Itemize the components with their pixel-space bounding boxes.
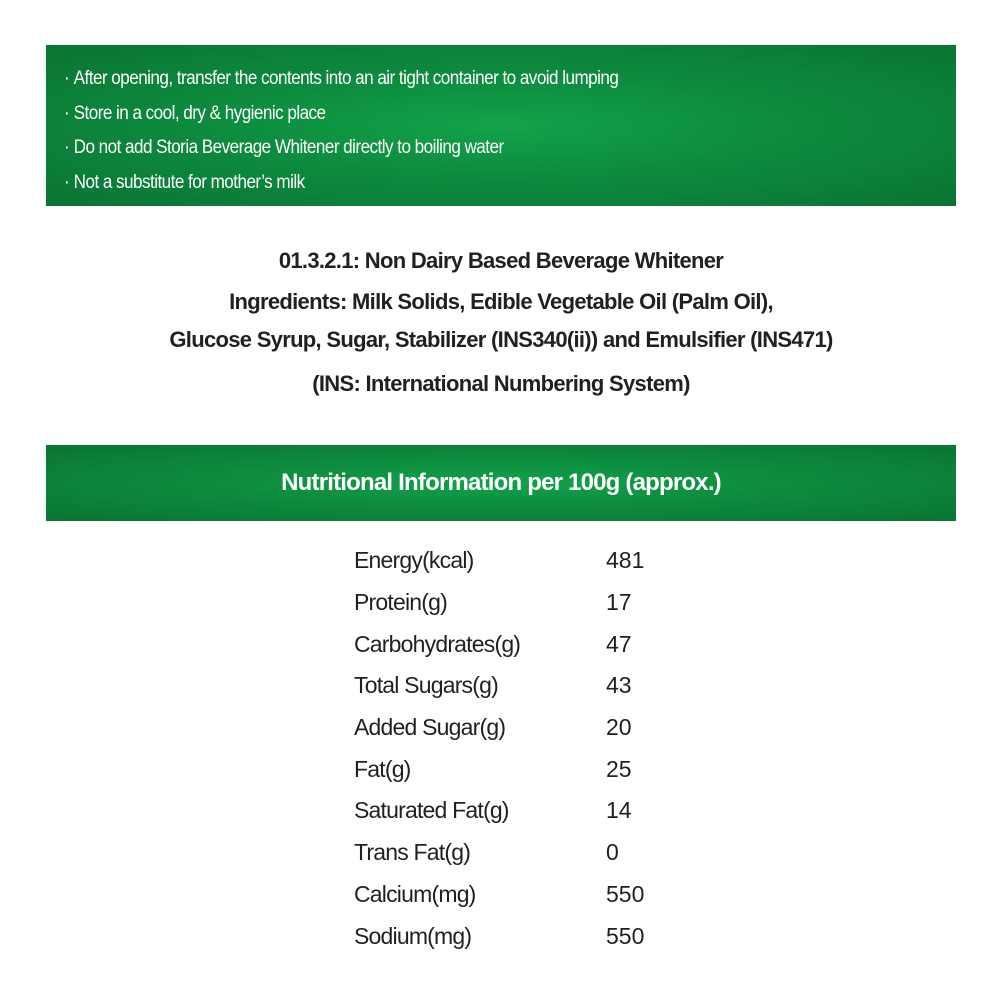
instructions-list [46,45,956,200]
table-row [354,623,726,665]
bullet-icon: · [64,171,70,193]
bullet-icon: · [64,68,70,89]
nutrient-name: Energy(kcal) [354,547,474,574]
nutrient-value: 481 [606,547,645,574]
nutrient-value: 14 [606,797,632,824]
nutrient-value: 550 [606,880,645,907]
nutrition-table [354,540,726,957]
nutrient-value: 550 [606,922,645,949]
instruction-text: Store in a cool, dry & hygienic place [73,102,326,124]
bullet-icon: · [64,137,70,158]
nutrient-name: Calcium(mg) [354,880,476,907]
ins-note: (INS: International Numbering System) [312,371,690,396]
instruction-item [64,97,867,132]
instruction-text: After opening, transfer the contents into an air tight container to avoid lumping [73,68,619,89]
table-row [354,874,726,916]
nutrient-name: Added Sugar(g) [354,714,506,741]
table-row [354,582,726,624]
nutrient-name: Carbohydrates(g) [354,630,521,657]
nutrient-name: Protein(g) [354,589,447,616]
table-row [354,748,726,790]
nutrient-value: 20 [606,714,632,741]
instruction-text: Not a substitute for mother’s milk [73,171,305,193]
table-row [354,790,726,832]
nutrient-name: Sodium(mg) [354,922,472,949]
ingredients-line-2: Glucose Syrup, Sugar, Stabilizer (INS340(ii)) and Emulsifier (INS471) [169,327,833,352]
product-category: 01.3.2.1: Non Dairy Based Beverage Whitener [278,248,724,273]
bullet-icon: · [64,102,70,124]
nutrition-title: Nutritional Information per 100g (approx.) [281,469,721,496]
table-row [354,915,726,957]
nutrient-value: 25 [606,755,632,782]
nutrient-value: 0 [606,839,619,866]
storage-instructions-banner [46,45,956,206]
nutrient-name: Total Sugars(g) [354,672,498,699]
instruction-item [64,131,867,166]
table-row [354,707,726,749]
nutrient-value: 47 [606,630,632,657]
nutrient-name: Saturated Fat(g) [354,797,509,824]
nutrition-header-banner [46,445,956,521]
nutrient-value: 17 [606,589,632,616]
table-row [354,665,726,707]
table-row [354,832,726,874]
instruction-text: Do not add Storia Beverage Whitener directly to boiling water [73,137,504,158]
instruction-item [64,166,867,201]
nutrient-name: Trans Fat(g) [354,839,471,866]
ingredients-line-1: Ingredients: Milk Solids, Edible Vegetable Oil (Palm Oil), [229,289,773,314]
table-row [354,540,726,582]
ingredients-block [46,283,956,359]
instruction-item [64,62,867,97]
nutrient-value: 43 [606,672,632,699]
nutrient-name: Fat(g) [354,755,411,782]
product-info-section [46,238,956,407]
